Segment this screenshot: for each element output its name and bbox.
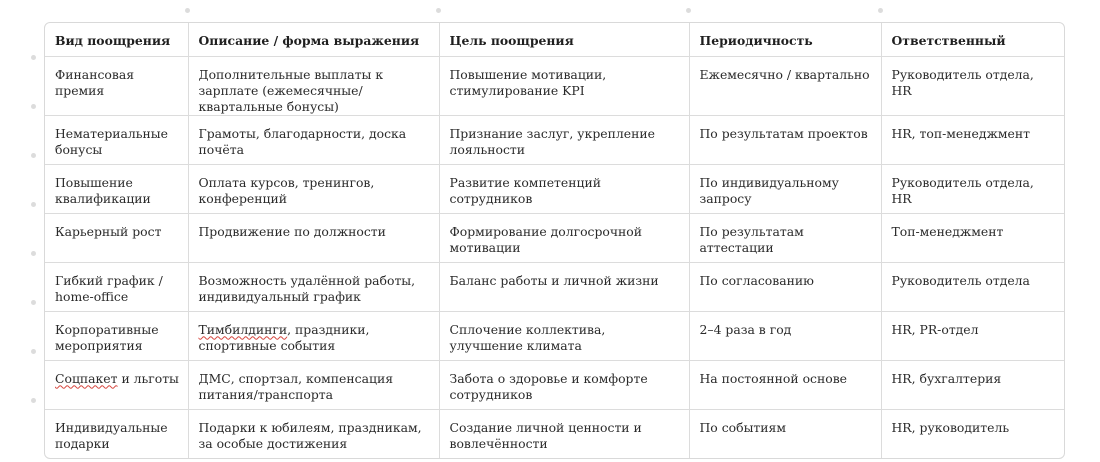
header-responsible[interactable]: Ответственный [881, 23, 1064, 56]
table-row [45, 311, 1064, 360]
spellcheck-underline[interactable]: Соцпакет [55, 370, 118, 386]
table-cell[interactable]: HR, топ-менеджмент [881, 115, 1064, 164]
table-cell[interactable]: Руководитель отдела [881, 262, 1064, 311]
table-row [45, 164, 1064, 213]
header-frequency[interactable]: Периодичность [689, 23, 881, 56]
rewards-table-container [44, 22, 1065, 459]
table-cell[interactable]: Формирование долгосрочной мотивации [439, 213, 689, 262]
table-cell[interactable]: Руководитель отдела, HR [881, 56, 1064, 115]
guide-dot [31, 55, 36, 60]
table-header-row [45, 23, 1064, 56]
table-row [45, 115, 1064, 164]
table-cell[interactable]: Повышение квалификации [45, 164, 188, 213]
table-row [45, 262, 1064, 311]
table-cell[interactable]: Продвижение по должности [188, 213, 439, 262]
guide-dot [31, 202, 36, 207]
table-cell[interactable]: Ежемесячно / квартально [689, 56, 881, 115]
table-cell[interactable]: Карьерный рост [45, 213, 188, 262]
table-cell[interactable]: Топ-менеджмент [881, 213, 1064, 262]
table-cell[interactable]: Гибкий график / home-office [45, 262, 188, 311]
table-cell[interactable]: Финансовая премия [45, 56, 188, 115]
table-row [45, 409, 1064, 458]
header-goal[interactable]: Цель поощрения [439, 23, 689, 56]
table-cell[interactable]: ДМС, спортзал, компенсация питания/транспорта [188, 360, 439, 409]
table-cell[interactable]: Корпоративные мероприятия [45, 311, 188, 360]
table-cell[interactable]: Грамоты, благодарности, доска почёта [188, 115, 439, 164]
table-cell[interactable]: HR, руководитель [891, 419, 1010, 435]
table-cell[interactable]: 2–4 раза в год [689, 311, 881, 360]
table-row [45, 360, 1064, 409]
table-cell[interactable]: По событиям [689, 409, 881, 458]
table-cell[interactable]: Создание личной ценности и вовлечённости [439, 409, 689, 458]
table-cell[interactable]: HR, PR-отдел [881, 311, 1064, 360]
table-cell[interactable]: Тимбилдинги, праздники, спортивные события [188, 311, 439, 360]
header-description[interactable]: Описание / форма выражения [188, 23, 439, 56]
table-row [45, 56, 1064, 115]
guide-dot [686, 8, 691, 13]
table-cell[interactable]: Возможность удалённой работы, индивидуальный график [188, 262, 439, 311]
table-cell[interactable]: Дополнительные выплаты к зарплате (ежемесячные/квартальные бонусы) [188, 56, 439, 115]
header-reward-type[interactable]: Вид поощрения [45, 23, 188, 56]
guide-dot [878, 8, 883, 13]
table-cell[interactable]: По результатам аттестации [689, 213, 881, 262]
table-row [45, 213, 1064, 262]
table-cell[interactable]: Руководитель отдела, HR [881, 164, 1064, 213]
guide-dot [436, 8, 441, 13]
table-cell[interactable]: Подарки к юбилеям, праздникам, за особые достижения [188, 409, 439, 458]
table-cell[interactable]: Баланс работы и личной жизни [439, 262, 689, 311]
table-cell[interactable]: Оплата курсов, тренингов, конференций [188, 164, 439, 213]
table-cell[interactable]: Сплочение коллектива, улучшение климата [439, 311, 689, 360]
guide-dot [185, 8, 190, 13]
spellcheck-underline[interactable]: Тимбилдинги [198, 321, 288, 337]
table-cell[interactable]: Повышение мотивации, стимулирование KPI [439, 56, 689, 115]
table-cell[interactable]: На постоянной основе [689, 360, 881, 409]
table-cell[interactable]: Признание заслуг, укрепление лояльности [439, 115, 689, 164]
guide-dot [31, 251, 36, 256]
table-cell[interactable]: Соцпакет и льготы [45, 360, 188, 409]
rewards-table [45, 23, 1064, 458]
table-cell[interactable]: HR, бухгалтерия [881, 360, 1064, 409]
guide-dot [31, 104, 36, 109]
table-cell[interactable]: По согласованию [689, 262, 881, 311]
table-cell[interactable]: Забота о здоровье и комфорте сотрудников [439, 360, 689, 409]
table-cell[interactable]: Развитие компетенций сотрудников [439, 164, 689, 213]
guide-dot [31, 300, 36, 305]
table-cell[interactable]: Нематериальные бонусы [45, 115, 188, 164]
table-cell[interactable]: По результатам проектов [689, 115, 881, 164]
guide-dot [31, 153, 36, 158]
table-cell[interactable]: По индивидуальному запросу [689, 164, 881, 213]
table-cell[interactable]: Индивидуальные подарки [45, 409, 188, 458]
guide-dot [31, 349, 36, 354]
guide-dot [31, 398, 36, 403]
